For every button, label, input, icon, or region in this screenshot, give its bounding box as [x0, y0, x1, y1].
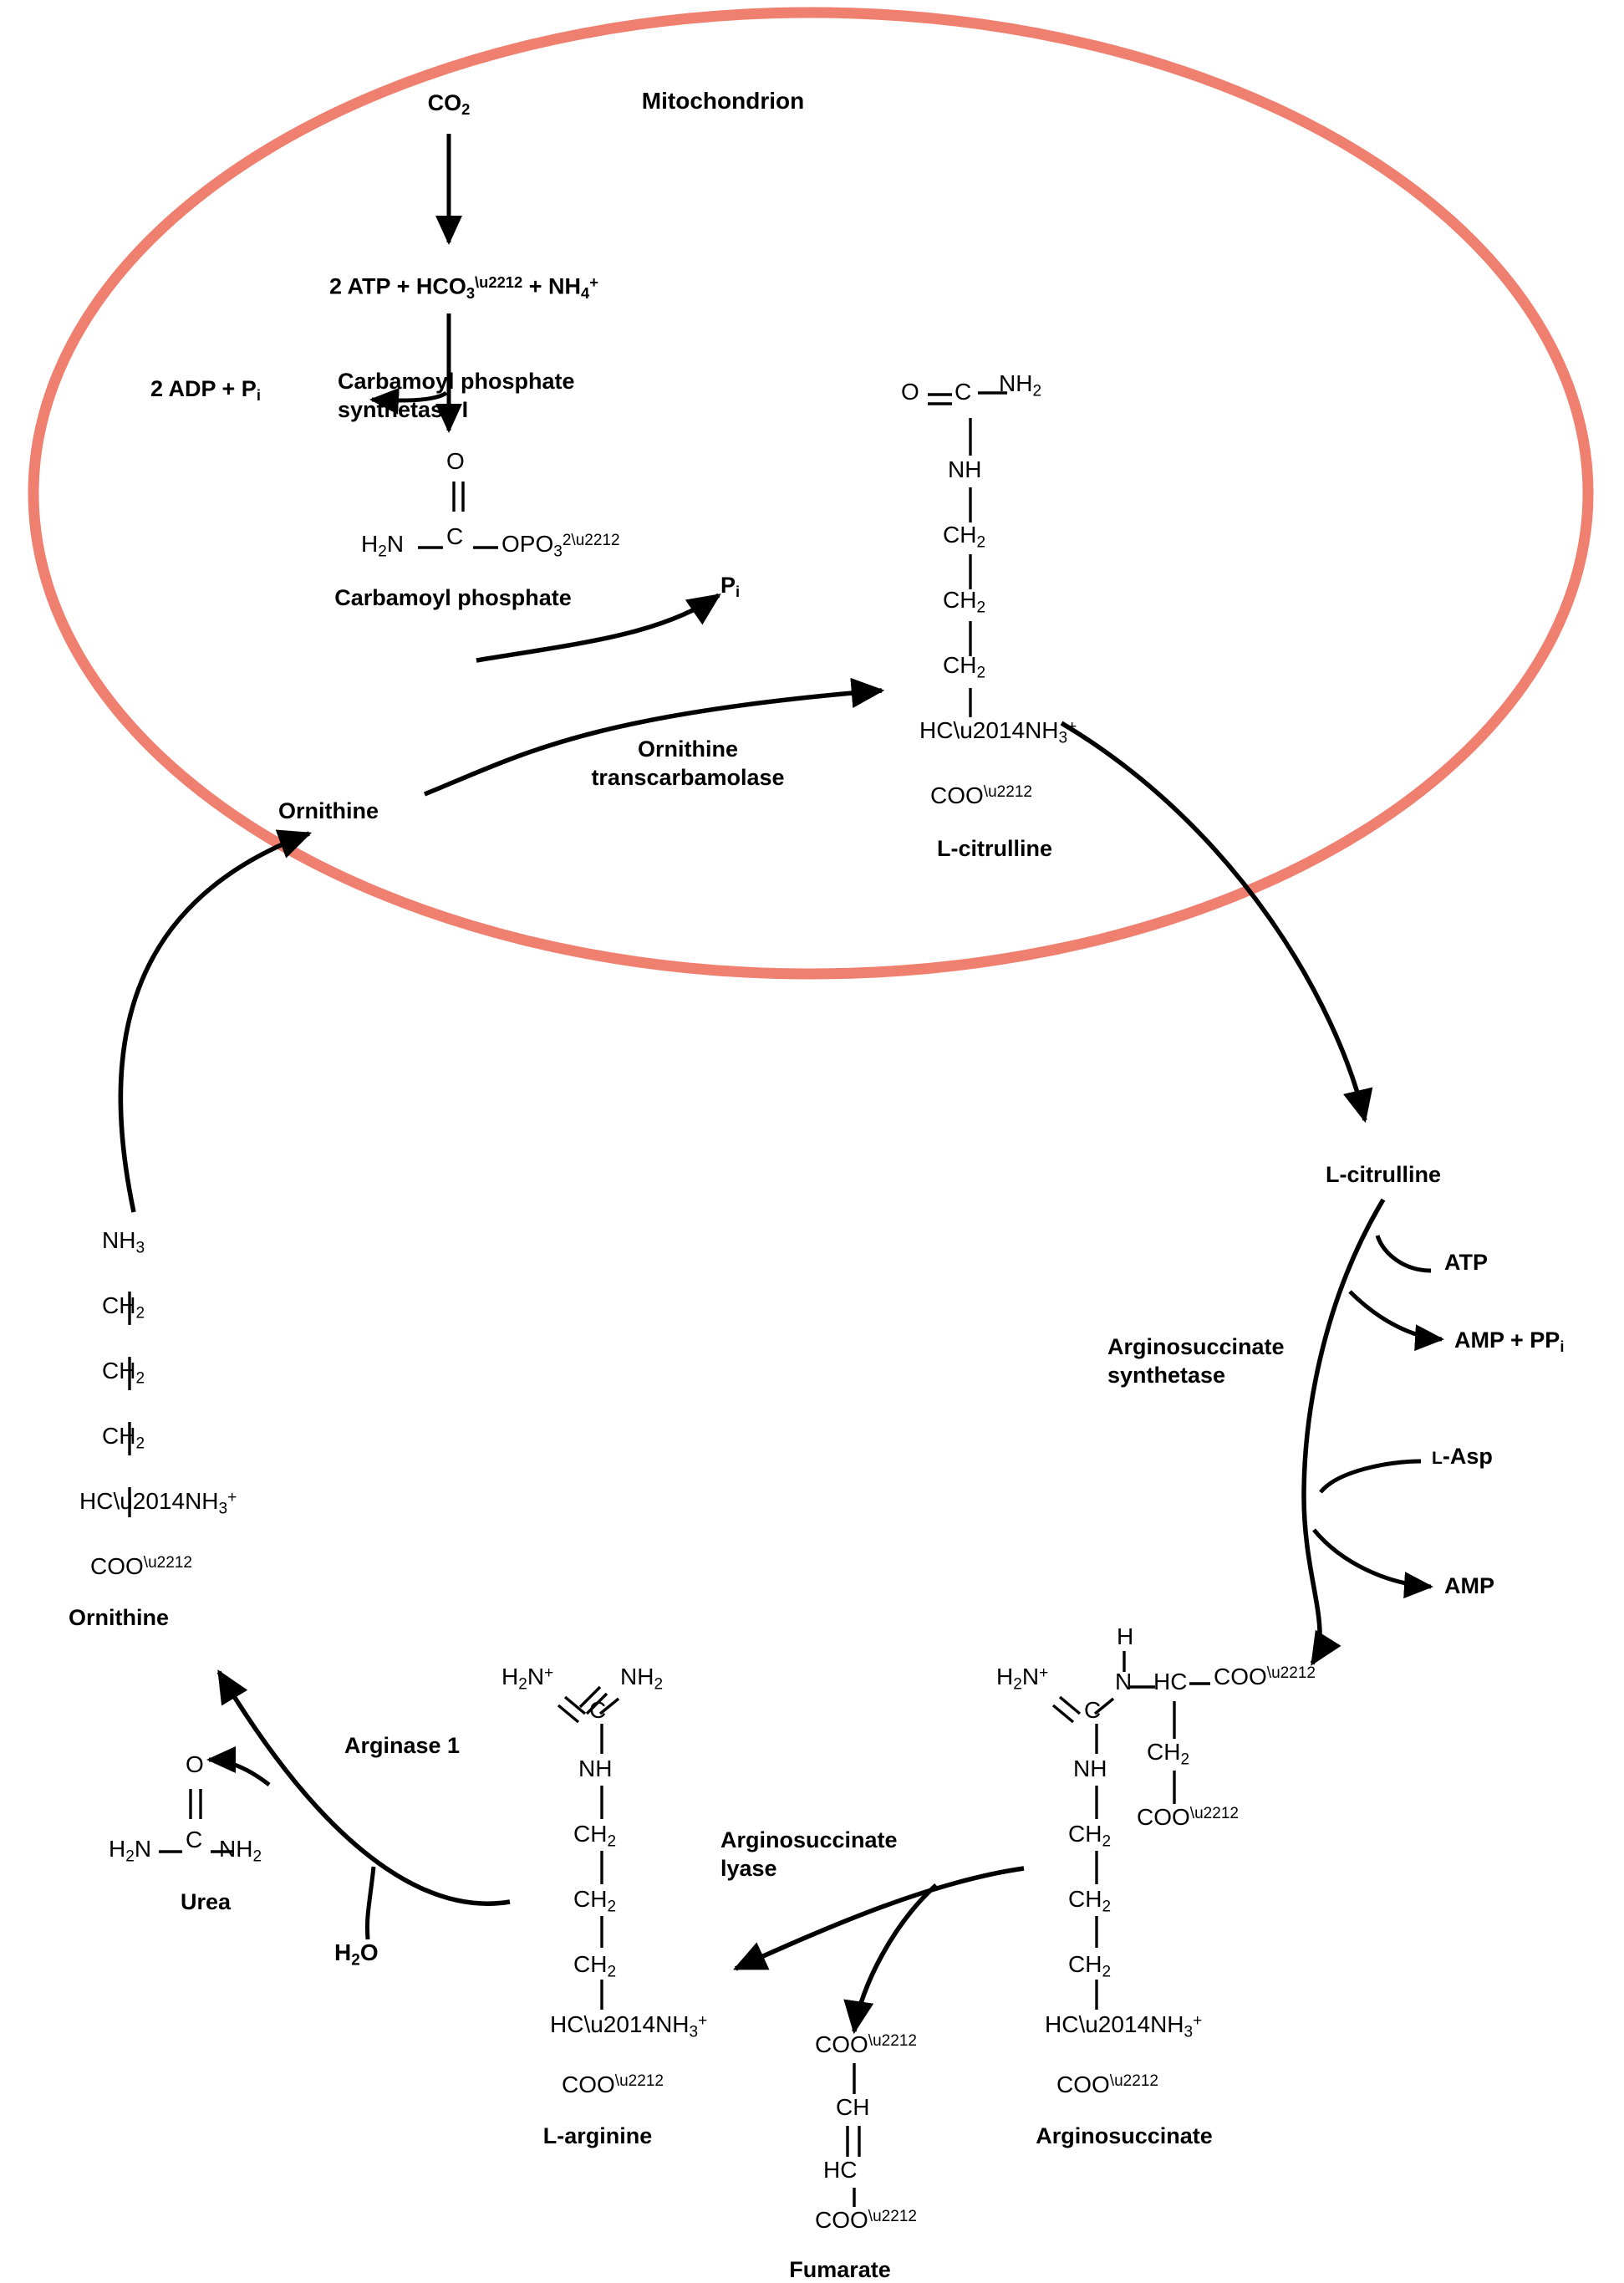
structure-arginine-nh: NH: [578, 1756, 613, 1781]
structure-citrulline-ch2-3: $CH_2$: [943, 652, 986, 682]
label-l-citrulline-cytosol: L-citrulline: [1325, 1162, 1442, 1187]
structure-as-coo-alpha: $COO^{\backslash u2212}$: [1214, 1664, 1316, 1689]
structure-arginine-ch2-3: $CH_2$: [573, 1951, 617, 1981]
structure-as-ch2-2: $CH_2$: [1068, 1886, 1112, 1916]
structure-citrulline-nh2: $NH_2$: [999, 370, 1042, 400]
structure-urea-carbon: C: [186, 1827, 203, 1852]
structure-ornithine-ch2-2: $CH_2$: [102, 1358, 145, 1388]
structure-citrulline-ch2-1: $CH_2$: [943, 522, 986, 552]
structure-citrulline-hc-nh3: $HC\backslash u2014NH_3^+$: [919, 717, 1077, 747]
structure-as-ch2-3: $CH_2$: [1068, 1951, 1112, 1981]
label-carbamoyl-phosphate: Carbamoyl phosphate: [334, 585, 572, 610]
structure-arginine-carbon: C: [589, 1697, 607, 1723]
structure-as-ch2-1: $CH_2$: [1068, 1821, 1112, 1851]
label-fumarate: Fumarate: [789, 2257, 891, 2282]
structure-as-h2n-plus: $H_2N^+$: [996, 1664, 1049, 1694]
label-ornithine-cytosol: Ornithine: [69, 1605, 169, 1630]
label-amp-ppi: AMP + $PP_i$: [1454, 1328, 1565, 1356]
enzyme-arginosuccinate-synthetase: Arginosuccinate synthetase: [1107, 1334, 1285, 1388]
mitochondrion-label: Mitochondrion: [641, 88, 805, 114]
structure-arginine-ch2-2: $CH_2$: [573, 1886, 617, 1916]
structure-as-nh: NH: [1073, 1756, 1107, 1781]
label-atp-bicarbonate-ammonium: 2 ATP + $HCO_3^{\backslash u2212} + NH_4^+$: [329, 273, 598, 302]
label-atp: ATP: [1444, 1250, 1488, 1275]
structure-cp-phosphate: $OPO_3^{2\backslash u2212}$: [501, 531, 620, 561]
enzyme-ornithine-transcarbamolase: Ornithine transcarbamolase: [591, 736, 785, 790]
structure-ornithine-hc-nh3: $HC\backslash u2014NH_3^+$: [79, 1488, 237, 1518]
structure-as-hc-nh3: $HC\backslash u2014NH_3^+$: [1045, 2011, 1203, 2041]
structure-as-carbon: C: [1084, 1697, 1102, 1723]
structure-citrulline-oxygen: O: [901, 379, 919, 405]
label-pi-release: $P_i$: [720, 573, 741, 601]
label-urea: Urea: [180, 1889, 232, 1914]
structure-arginine-hc-nh3: $HC\backslash u2014NH_3^+$: [550, 2011, 708, 2041]
enzyme-carbamoyl-phosphate-synthetase-1: Carbamoyl phosphate synthetase I: [338, 369, 575, 422]
structure-arginine-coo: $COO^{\backslash u2212}$: [562, 2072, 664, 2097]
structure-urea-oxygen: O: [186, 1751, 204, 1777]
structure-urea-nh2: $NH_2$: [219, 1836, 262, 1866]
structure-as-hc: HC: [1153, 1669, 1188, 1694]
structure-arginine-ch2-1: $CH_2$: [573, 1821, 617, 1851]
structure-ornithine-ch2-3: $CH_2$: [102, 1423, 145, 1453]
structure-citrulline-ch2-2: $CH_2$: [943, 587, 986, 617]
structure-as-coo-side: $COO^{\backslash u2212}$: [1137, 1804, 1239, 1830]
enzyme-arginase-1: Arginase 1: [344, 1733, 461, 1758]
structure-urea-h2n: $H_2N$: [109, 1836, 152, 1866]
label-l-arginine: L-arginine: [542, 2123, 653, 2148]
label-water: $H_2O$: [334, 1939, 379, 1970]
structure-as-ch2-side: $CH_2$: [1147, 1739, 1190, 1769]
structure-fumarate-ch-top: CH: [836, 2094, 870, 2120]
label-l-citrulline-mito: L-citrulline: [936, 836, 1053, 861]
structure-arginine-h2n-plus: $H_2N^+$: [501, 1664, 554, 1694]
label-co2: $CO_2$: [427, 90, 471, 119]
structure-arginine-nh2: $NH_2$: [620, 1664, 664, 1694]
structure-cp-oxygen: O: [446, 448, 465, 474]
structure-citrulline-nh: NH: [948, 456, 982, 482]
structure-fumarate-coo-bottom: $COO^{\backslash u2212}$: [815, 2207, 917, 2233]
structure-as-nitrogen: N: [1115, 1669, 1133, 1694]
label-amp: AMP: [1444, 1573, 1494, 1598]
structure-fumarate-coo-top: $COO^{\backslash u2212}$: [815, 2031, 917, 2057]
label-adp-pi: 2 ADP + $P_i$: [150, 376, 261, 405]
label-l-asp: L-Asp: [1432, 1444, 1493, 1469]
label-ornithine-mito: Ornithine: [278, 798, 379, 823]
structure-as-coo: $COO^{\backslash u2212}$: [1056, 2072, 1158, 2097]
structure-ornithine-nh3: $NH_3$: [102, 1227, 145, 1257]
enzyme-arginosuccinate-lyase: Arginosuccinate lyase: [720, 1827, 898, 1881]
mitochondrion-membrane: [33, 13, 1588, 974]
label-arginosuccinate: Arginosuccinate: [1036, 2123, 1213, 2148]
structure-as-n-hydrogen: H: [1117, 1623, 1134, 1649]
structure-fumarate-ch-bottom: HC: [823, 2157, 858, 2183]
structure-ornithine-ch2-1: $CH_2$: [102, 1292, 145, 1322]
structure-citrulline-carbonyl: C: [955, 379, 972, 405]
structure-ornithine-coo: $COO^{\backslash u2212}$: [90, 1553, 192, 1579]
structure-cp-amine: $H_2N$: [361, 531, 405, 561]
structure-citrulline-coo: $COO^{\backslash u2212}$: [930, 782, 1032, 808]
structure-cp-carbon: C: [446, 523, 464, 549]
